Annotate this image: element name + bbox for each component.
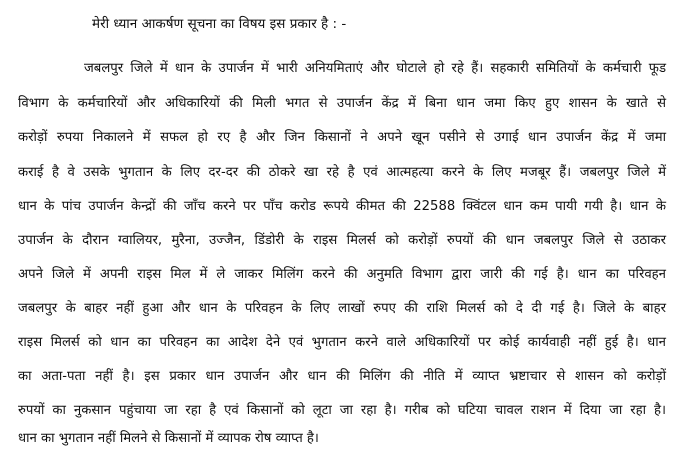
paragraph-line: राइस मिलर्स को धान का परिवहन का आदेश देने एवं भुगतान करने वाले अधिकारियों पर कोई कार्यवाही नहीं हुई है। धान xyxy=(18,335,666,350)
paragraph-line: विभाग के कर्मचारियों और अधिकारियों की मिली भगत से उपार्जन केंद्र में बिना धान जमा किए हुए शासन के खाते से xyxy=(18,96,666,111)
paragraph-line: जबलपुर जिले में धान के उपार्जन में भारी अनियमिताएं और घोटाले हो रहे हैं। सहकारी समितियों के कर्मचारी फूड xyxy=(84,61,666,76)
paragraph-line: उपार्जन के दौरान ग्वालियर, मुरैना, उज्जैन, डिंडोरी के राइस मिलर्स को करोड़ों रुपयों की धान जबलपुर जिले से उठाकर xyxy=(18,233,666,248)
paragraph-line: अपने जिले में अपनी राइस मिल में ले जाकर मिलिंग करने की अनुमति विभाग द्वारा जारी की गई है। धान का परिवहन xyxy=(18,267,666,282)
paragraph-line: का अता-पता नहीं है। इस प्रकार धान उपार्जन और धान की मिलिंग की नीति में व्याप्त भ्रष्टाचार से शासन को करोड़ों xyxy=(18,369,666,384)
intro-heading: मेरी ध्यान आकर्षण सूचना का विषय इस प्रकार है : - xyxy=(92,16,347,32)
paragraph-line: रुपयों का नुकसान पहुंचाया जा रहा है एवं किसानों को लूटा जा रहा है। गरीब को घटिया चावल राशन में दिया जा रहा है। xyxy=(18,403,666,418)
paragraph-line: करोड़ों रुपया निकालने में सफल हो रए है और जिन किसानों ने अपने खून पसीने से उगाई धान उपार्जन केंद्र में जमा xyxy=(18,130,666,145)
paragraph-line: कराई है वे उसके भुगतान के लिए दर-दर की ठोकरे खा रहे है एवं आत्महत्या करने के लिए मजबूर हैं। जबलपुर जिले में xyxy=(18,165,666,180)
paragraph-line: जबलपुर के बाहर नहीं हुआ और धान के परिवहन के लिए लाखों रुपए की राशि मिलर्स को दे दी गई है। जिले के बाहर xyxy=(18,301,666,316)
paragraph-line: धान के पांच उपार्जन केन्द्रों की जाँच करने पर पाँच करोड रूपये कीमत की 22588 क्विंटल धान कम पायी गयी है। धान के xyxy=(18,199,666,214)
paragraph-line: धान का भुगतान नहीं मिलने से किसानों में व्यापक रोष व्याप्त है। xyxy=(18,431,319,446)
